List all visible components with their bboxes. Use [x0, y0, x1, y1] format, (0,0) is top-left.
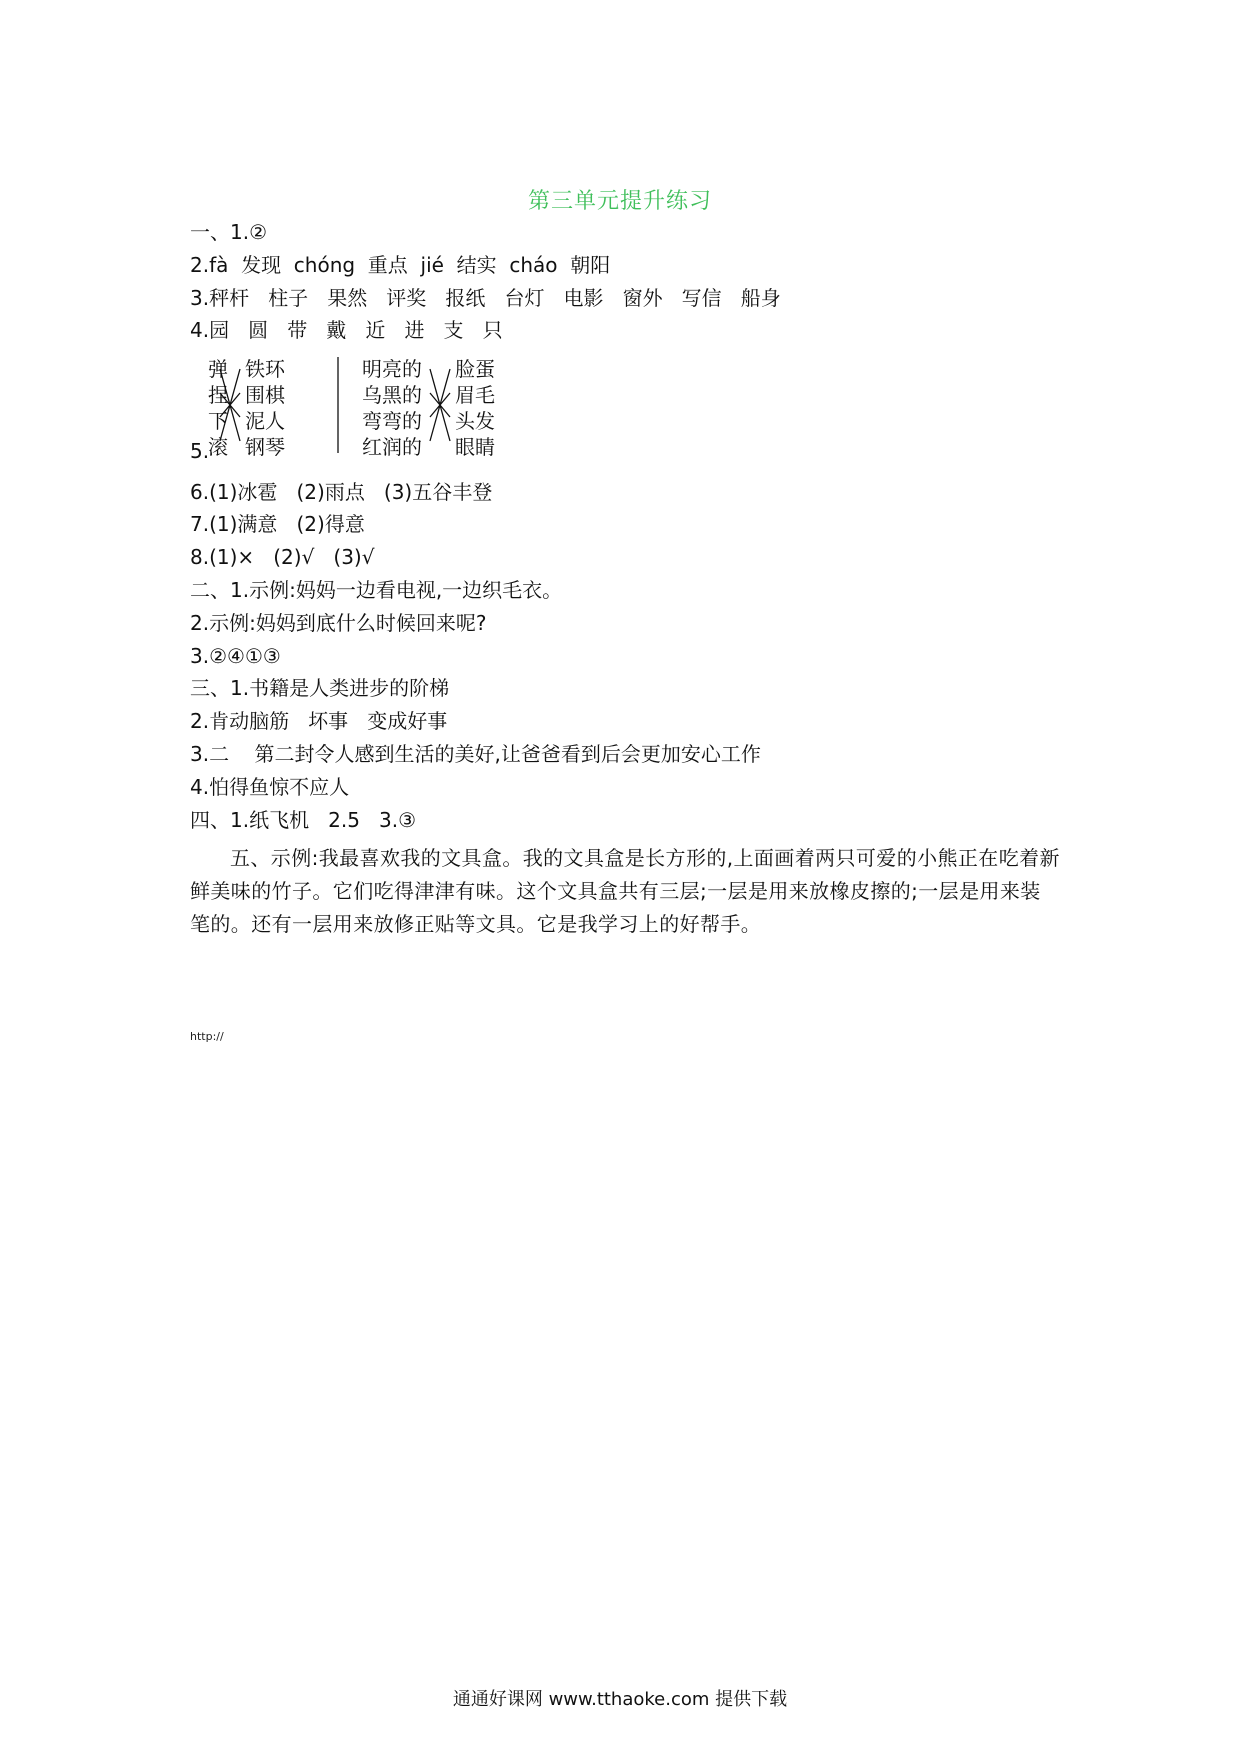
verb-item: 弹: [208, 357, 228, 381]
object-item: 铁环: [245, 357, 285, 381]
answer-line-1-1: 一、1.②: [190, 220, 268, 244]
answer-line-3-4: 4.怕得鱼惊不应人: [190, 775, 350, 799]
object-column: [245, 356, 285, 460]
adjective-item: 红润的: [362, 435, 422, 459]
adjective-column: [362, 356, 422, 460]
answer-line-4: 四、1.纸飞机 2.5 3.③: [190, 808, 417, 832]
adjective-item: 弯弯的: [362, 409, 422, 433]
answer-line-1-4: 4.园 圆 带 戴 近 进 支 只: [190, 318, 503, 342]
object-item: 钢琴: [245, 435, 285, 459]
verb-column: [208, 356, 228, 460]
answer-line-3-1: 三、1.书籍是人类进步的阶梯: [190, 676, 450, 700]
verb-item: 捏: [208, 383, 228, 407]
noun-item: 脸蛋: [455, 357, 495, 381]
answer-line-1-6: 6.(1)冰雹 (2)雨点 (3)五谷丰登: [190, 480, 493, 504]
answer-line-2-1: 二、1.示例:妈妈一边看电视,一边织毛衣。: [190, 578, 563, 602]
noun-item: 眼睛: [455, 435, 495, 459]
adjective-item: 乌黑的: [362, 383, 422, 407]
matching-exercise: [190, 355, 530, 465]
page-title: 第三单元提升练习: [527, 189, 712, 214]
essay-paragraph: 五、示例:我最喜欢我的文具盒。我的文具盒是长方形的,上面画着两只可爱的小熊正在吃着新鲜美味的竹子。它们吃得津津有味。这个文具盒共有三层;一层是用来放橡皮擦的;一层是用来装笔的。还有一层用来放修正贴等文具。它是我学习上的好帮手。: [190, 846, 1060, 936]
url-text: http://: [190, 1030, 224, 1043]
question-number-5: 5.: [190, 439, 210, 463]
answer-line-2-3: 3.②④①③: [190, 644, 281, 668]
answer-line-1-2: 2.fà 发现 chóng 重点 jié 结实 cháo 朝阳: [190, 253, 611, 277]
answer-line-1-3: 3.秤杆 柱子 果然 评奖 报纸 台灯 电影 窗外 写信 船身: [190, 286, 781, 310]
object-item: 泥人: [245, 409, 285, 433]
footer-credit: 通通好课网 www.tthaoke.com 提供下载: [452, 1689, 788, 1710]
answer-line-3-3: 3.二 第二封令人感到生活的美好,让爸爸看到后会更加安心工作: [190, 742, 761, 766]
noun-item: 眉毛: [455, 383, 495, 407]
answer-line-1-8: 8.(1)× (2)√ (3)√: [190, 545, 375, 569]
verb-item: 下: [208, 409, 228, 433]
object-item: 围棋: [245, 383, 285, 407]
verb-item: 滚: [208, 435, 228, 459]
noun-item: 头发: [455, 409, 495, 433]
answer-line-3-2: 2.肯动脑筋 坏事 变成好事: [190, 709, 448, 733]
answer-line-1-7: 7.(1)满意 (2)得意: [190, 512, 365, 536]
noun-column: [455, 356, 495, 460]
adjective-item: 明亮的: [362, 357, 422, 381]
answer-line-2-2: 2.示例:妈妈到底什么时候回来呢?: [190, 611, 487, 635]
